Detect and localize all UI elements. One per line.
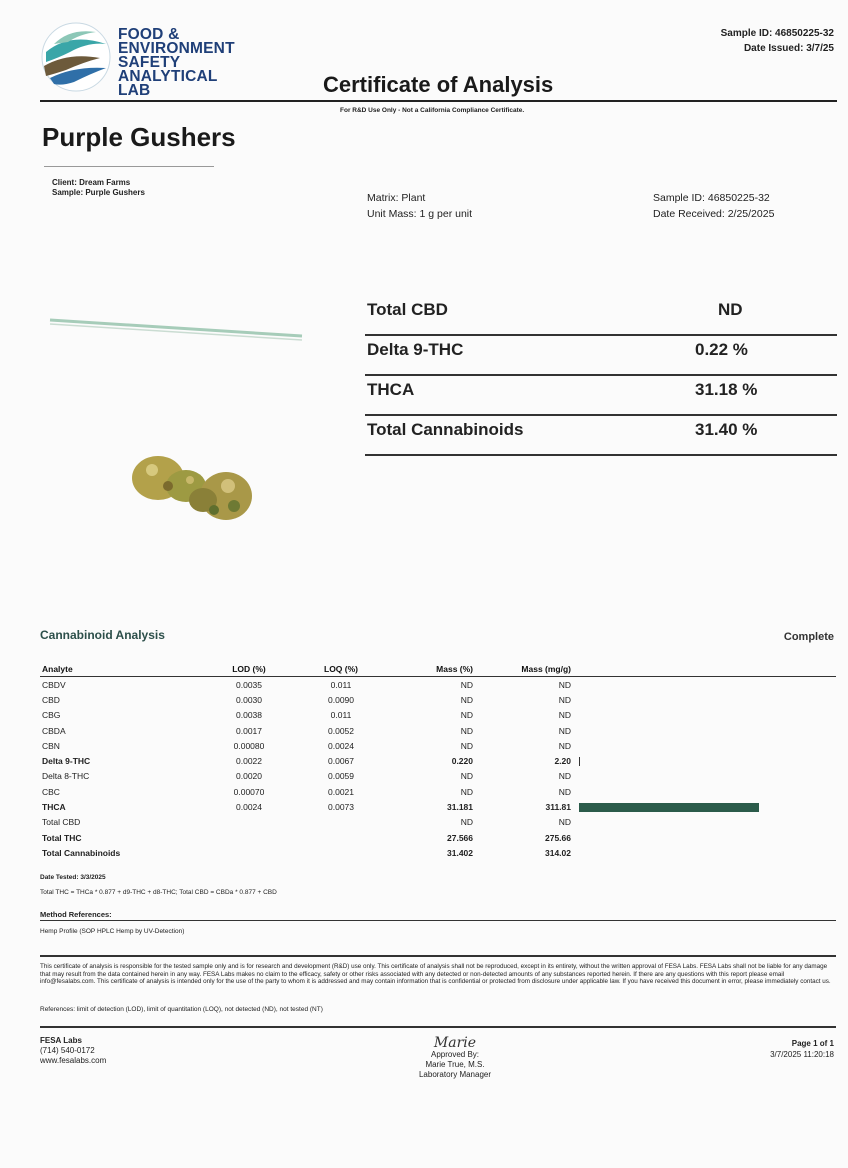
mass-pct-cell: ND [460, 694, 473, 705]
matrix-info [367, 190, 472, 222]
table-row [40, 738, 836, 753]
method-reference: Hemp Profile (SOP HPLC Hemp by UV-Detection) [40, 928, 185, 935]
analysis-title: Cannabinoid Analysis [40, 628, 165, 642]
summary-value: 31.18 % [695, 380, 758, 399]
mass-mgg-cell: ND [558, 694, 571, 705]
approver-name: Marie True, M.S. [425, 1060, 485, 1069]
table-row [40, 753, 836, 768]
summary-row [365, 416, 837, 456]
mass-mgg-cell: ND [558, 817, 571, 828]
bar-cell [577, 692, 836, 707]
bar-cell [577, 845, 836, 860]
lod-cell [202, 845, 294, 860]
analyte-cell: Delta 9-THC [42, 756, 91, 767]
analyte-cell: Total CBD [42, 817, 81, 828]
col-bar [577, 662, 836, 677]
method-divider [40, 920, 836, 921]
analyte-cell: CBD [42, 694, 60, 705]
analyte-cell: CBN [42, 740, 60, 751]
analyte-cell: THCA [42, 802, 66, 813]
client-name: Client: Dream Farms [52, 178, 131, 187]
analyte-cell: CBG [42, 710, 61, 721]
bar-cell [577, 799, 836, 814]
lod-cell: 0.00070 [233, 786, 265, 797]
summary-row [365, 376, 837, 416]
potency-summary [365, 296, 837, 456]
footer-page-info [770, 1038, 834, 1060]
mass-mgg-cell: 314.02 [545, 847, 571, 858]
summary-label: Delta 9-THC [367, 340, 464, 359]
footer-phone: (714) 540-0172 [40, 1046, 95, 1055]
mass-pct-cell: ND [460, 817, 473, 828]
table-row [40, 723, 836, 738]
loq-cell: 0.0067 [328, 756, 354, 767]
mass-mgg-cell: 275.66 [545, 832, 571, 843]
footer-lab: FESA Labs [40, 1036, 82, 1045]
lod-cell: 0.0017 [236, 725, 262, 736]
bar-cell [577, 723, 836, 738]
col-loq: LOQ (%) [294, 662, 386, 677]
fesa-logo-icon [40, 22, 114, 92]
mass-mgg-cell: ND [558, 771, 571, 782]
analyte-cell: Total Cannabinoids [42, 847, 121, 858]
loq-cell [294, 845, 386, 860]
summary-value: 31.40 % [695, 420, 758, 439]
mass-pct-cell: ND [460, 771, 473, 782]
formula-note: Total THC = THCa * 0.877 + d9-THC + d8-THC; Total CBD = CBDa * 0.877 + CBD [40, 889, 277, 896]
lod-cell [202, 830, 294, 845]
disclaimer-text: This certificate of analysis is responsible for the tested sample only and is for research and development (R&D) use only. This certificate of analysis shall not be reproduced, except in its entirety, without the written approval of FESA Labs. FESA Labs shall not be liable for any damage that may result from the data contained herein in any way. FESA Labs makes no claim to the efficacy, safety or other risks associated with any detected or non-detected amounts of any substances reported herein. If there are any questions with this report please email info@fesalabs.com. This certificate of analysis is intended only for the use of the party to whom it is addressed and may contain information that is confidential or protected from disclosure under applicable law. If you have received this document in error, please immediately contact us. [40, 963, 831, 985]
bar-cell [577, 708, 836, 723]
mass-mgg-cell: ND [558, 679, 571, 690]
document-title: Certificate of Analysis [323, 72, 554, 97]
header-sample-id: Sample ID: 46850225-32 [720, 28, 834, 39]
table-row [40, 692, 836, 707]
table-row [40, 815, 836, 830]
header-divider [40, 100, 837, 102]
loq-cell [294, 830, 386, 845]
col-mass-pct: Mass (%) [386, 662, 479, 677]
table-row [40, 708, 836, 723]
bar-cell [577, 753, 836, 768]
lod-cell: 0.00080 [233, 740, 265, 751]
bar-marker [579, 757, 580, 766]
loq-cell: 0.011 [330, 679, 352, 690]
col-analyte: Analyte [40, 662, 202, 677]
loq-cell: 0.0052 [328, 725, 354, 736]
client-info [52, 178, 145, 198]
matrix: Matrix: Plant [367, 192, 426, 204]
mass-mgg-cell: 2.20 [554, 756, 571, 767]
summary-label: THCA [367, 380, 415, 399]
analyte-cell: Delta 8-THC [42, 771, 90, 782]
cannabis-sample-photo [48, 310, 318, 540]
bar-cell [577, 784, 836, 799]
footer-divider [40, 1026, 836, 1028]
bar-cell [577, 738, 836, 753]
footer-lab-info [40, 1036, 106, 1066]
mass-mgg-cell: ND [558, 740, 571, 751]
table-row [40, 784, 836, 799]
sample-info [653, 190, 774, 222]
mass-pct-cell: ND [460, 679, 473, 690]
analyte-cell: CBDV [42, 679, 66, 690]
bar-cell [577, 677, 836, 693]
analysis-status: Complete [783, 631, 834, 643]
sample-name: Sample: Purple Gushers [52, 188, 145, 197]
loq-cell: 0.0073 [328, 802, 354, 813]
analyte-cell: CBDA [42, 725, 66, 736]
table-row [40, 677, 836, 693]
references-note: References: limit of detection (LOD), limit of quantitation (LOQ), not detected (ND), not tested (NT) [40, 1006, 323, 1013]
table-row [40, 799, 836, 814]
col-lod: LOD (%) [202, 662, 294, 677]
mass-mgg-cell: ND [558, 710, 571, 721]
mass-pct-cell: 0.220 [451, 756, 473, 767]
lab-name: FOOD & ENVIRONMENT SAFETY ANALYTICAL LAB [118, 26, 235, 99]
approved-by-label: Approved By: [430, 1050, 480, 1059]
mass-pct-cell: 27.566 [447, 832, 473, 843]
lod-cell: 0.0038 [236, 710, 262, 721]
header-date-issued: Date Issued: 3/7/25 [743, 43, 834, 54]
summary-value: ND [718, 300, 743, 319]
fesa-logo [40, 22, 240, 99]
mass-mgg-cell: ND [558, 725, 571, 736]
page-number: Page 1 of 1 [791, 1039, 834, 1048]
bar-cell [577, 769, 836, 784]
analyte-cell: Total THC [42, 832, 82, 843]
lod-cell: 0.0035 [236, 679, 262, 690]
mass-mgg-cell: 311.81 [545, 802, 571, 813]
lod-cell: 0.0030 [236, 694, 262, 705]
date-tested: Date Tested: 3/3/2025 [40, 874, 106, 881]
col-mass-mgg: Mass (mg/g) [479, 662, 577, 677]
loq-cell [294, 815, 386, 830]
loq-cell: 0.0090 [328, 694, 354, 705]
analyte-cell: CBC [42, 786, 60, 797]
summary-row [365, 336, 837, 376]
footer-web: www.fesalabs.com [40, 1056, 107, 1065]
loq-cell: 0.0024 [328, 740, 354, 751]
report-timestamp: 3/7/2025 11:20:18 [770, 1050, 834, 1059]
mass-pct-cell: ND [460, 786, 473, 797]
date-received: Date Received: 2/25/2025 [653, 208, 775, 220]
bar-cell [577, 830, 836, 845]
rnd-note: For R&D Use Only - Not a California Compliance Certificate. [340, 107, 525, 114]
sample-id: Sample ID: 46850225-32 [653, 192, 770, 204]
mass-mgg-cell: ND [558, 786, 571, 797]
bar-cell [577, 815, 836, 830]
mass-pct-cell: 31.181 [447, 802, 473, 813]
unit-mass: Unit Mass: 1 g per unit [367, 208, 473, 220]
lod-cell: 0.0024 [236, 802, 262, 813]
summary-label: Total CBD [367, 300, 448, 319]
bar-fill [579, 803, 759, 812]
table-header-row [40, 662, 836, 677]
mass-pct-cell: 31.402 [447, 847, 473, 858]
table-row [40, 769, 836, 784]
product-underline [44, 166, 214, 167]
method-heading: Method References: [40, 910, 112, 919]
footer-approval [360, 1036, 550, 1080]
table-row [40, 830, 836, 845]
summary-value: 0.22 % [695, 340, 748, 359]
cannabinoid-table [40, 662, 836, 861]
table-row [40, 845, 836, 860]
approver-title: Laboratory Manager [418, 1070, 492, 1079]
product-name: Purple Gushers [42, 122, 236, 152]
disclaimer-divider [40, 955, 836, 957]
lod-cell: 0.0020 [236, 771, 262, 782]
summary-row [365, 296, 837, 336]
lod-cell [202, 815, 294, 830]
mass-pct-cell: ND [460, 710, 473, 721]
header-meta [721, 26, 834, 56]
signature: Marie [433, 1035, 477, 1051]
loq-cell: 0.0059 [328, 771, 354, 782]
loq-cell: 0.011 [330, 710, 352, 721]
summary-label: Total Cannabinoids [367, 420, 524, 439]
mass-pct-cell: ND [460, 740, 473, 751]
mass-pct-cell: ND [460, 725, 473, 736]
loq-cell: 0.0021 [328, 786, 354, 797]
lod-cell: 0.0022 [236, 756, 262, 767]
